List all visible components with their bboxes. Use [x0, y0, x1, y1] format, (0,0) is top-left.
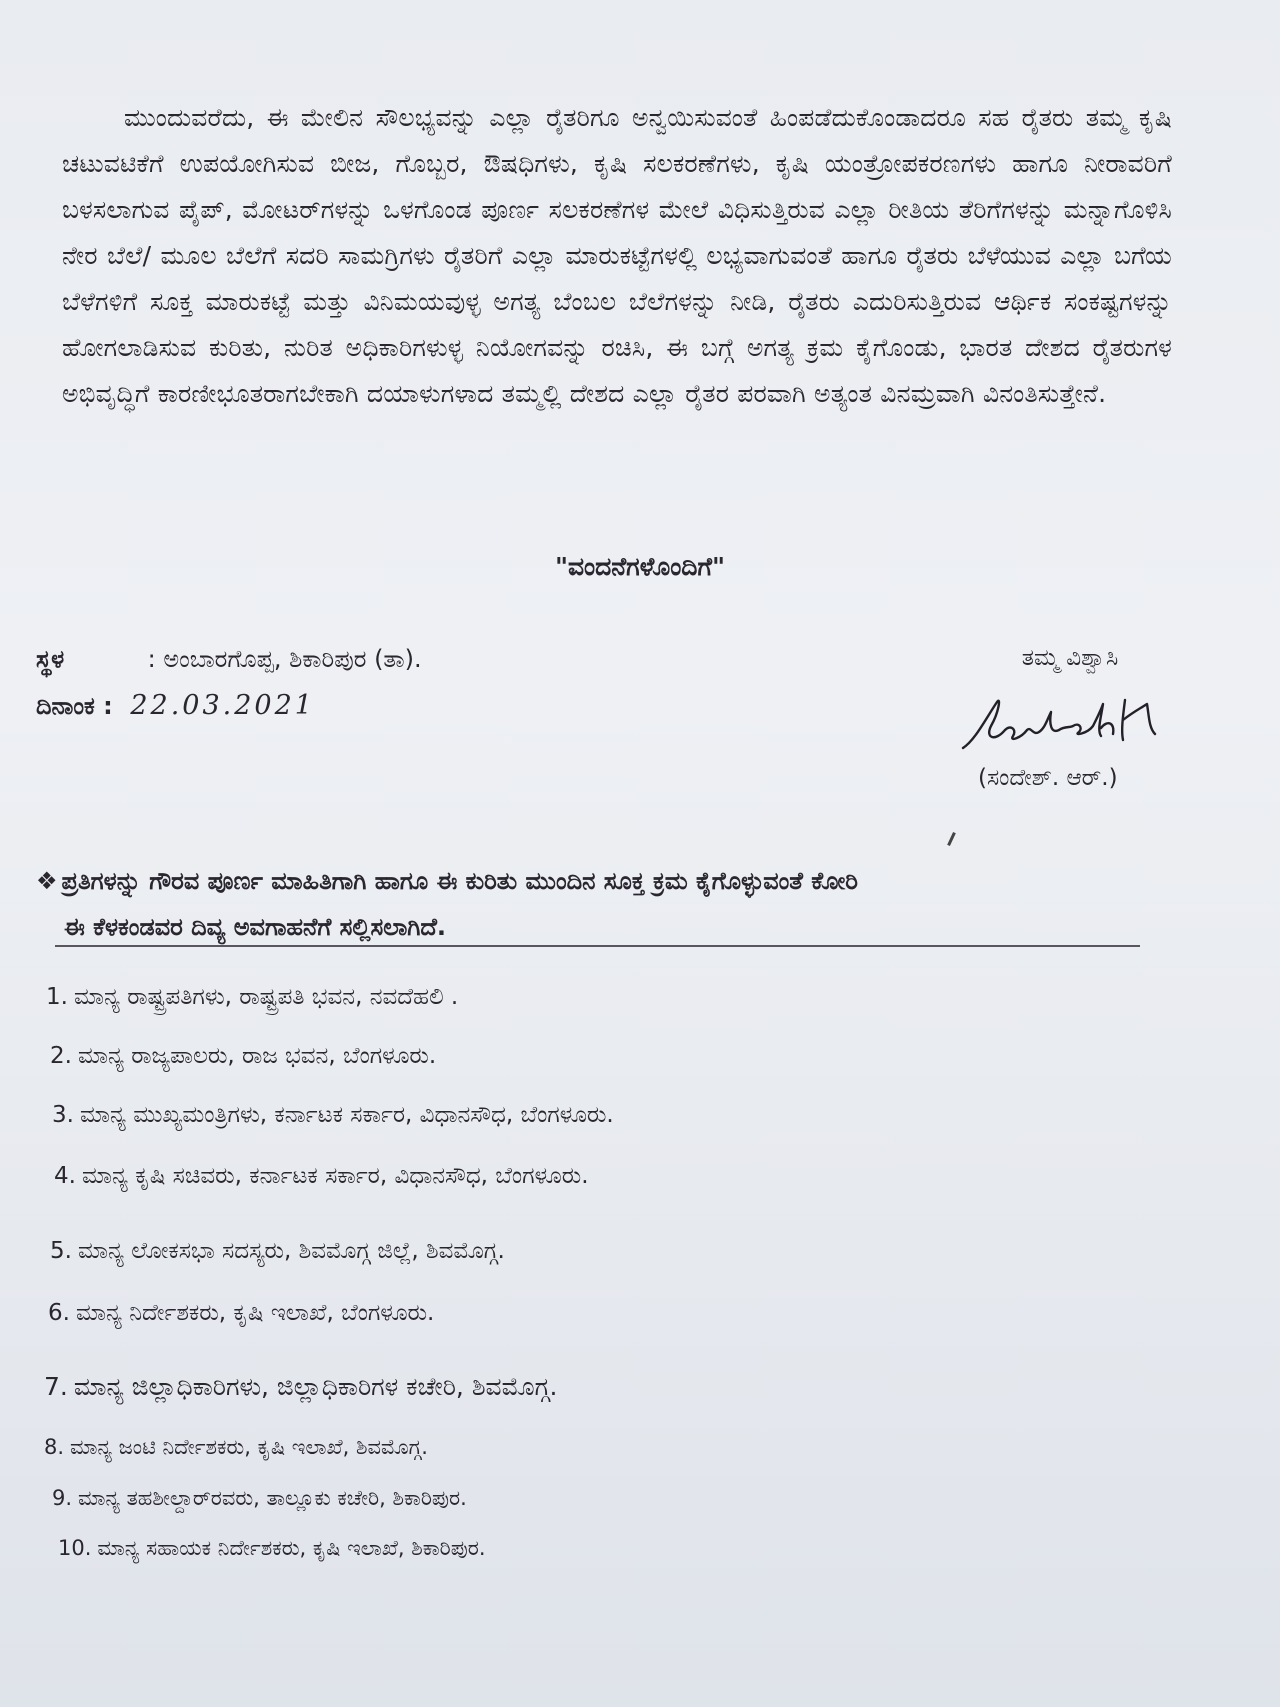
item-number: 2.: [50, 1043, 72, 1069]
item-number: 4.: [54, 1163, 76, 1189]
item-number: 10.: [58, 1536, 92, 1560]
list-item: [54, 1163, 589, 1189]
item-text: ಮಾನ್ಯ ಜಂಟಿ ನಿರ್ದೇಶಕರು, ಕೃಷಿ ಇಲಾಖೆ, ಶಿವಮೊಗ್ಗ.: [70, 1435, 428, 1459]
copies-note-line-2: ಈ ಕೆಳಕಂಡವರ ದಿವ್ಯ ಅವಗಾಹನೆಗೆ ಸಲ್ಲಿಸಲಾಗಿದೆ.: [64, 913, 447, 941]
item-number: 5.: [50, 1238, 72, 1264]
item-number: 9.: [52, 1486, 73, 1510]
bullet-icon: ❖: [36, 867, 58, 895]
list-item: [52, 1486, 467, 1511]
date-row: [36, 690, 315, 721]
item-text: ಮಾನ್ಯ ಮುಖ್ಯಮಂತ್ರಿಗಳು, ಕರ್ನಾಟಕ ಸರ್ಕಾರ, ವಿಧಾನಸೌಧ, ಬೆಂಗಳೂರು.: [79, 1102, 614, 1128]
list-item: [58, 1536, 486, 1561]
divider: [55, 945, 1140, 947]
item-number: 8.: [44, 1435, 65, 1459]
list-item: [46, 984, 458, 1010]
list-item: [50, 1043, 436, 1069]
place-label: ಸ್ಥಳ: [36, 645, 65, 673]
date-label: ದಿನಾಂಕ :: [36, 692, 113, 720]
item-text: ಮಾನ್ಯ ತಹಶೀಲ್ದಾರ್‌ರವರು, ತಾಲ್ಲೂಕು ಕಚೇರಿ, ಶಿಕಾರಿಪುರ.: [78, 1486, 467, 1510]
signer-name: (ಸಂದೇಶ್. ಆರ್.): [978, 765, 1118, 791]
copies-note: [36, 858, 1166, 950]
closing-text: ತಮ್ಮ ವಿಶ್ವಾಸಿ: [1021, 645, 1119, 671]
item-text: ಮಾನ್ಯ ಸಹಾಯಕ ನಿರ್ದೇಶಕರು, ಕೃಷಿ ಇಲಾಖೆ, ಶಿಕಾರಿಪುರ.: [97, 1536, 486, 1560]
item-text: ಮಾನ್ಯ ಜಿಲ್ಲಾಧಿಕಾರಿಗಳು, ಜಿಲ್ಲಾಧಿಕಾರಿಗಳ ಕಚೇರಿ, ಶಿವಮೊಗ್ಗ.: [73, 1372, 558, 1401]
list-item: [44, 1372, 557, 1402]
item-text: ಮಾನ್ಯ ಲೋಕಸಭಾ ಸದಸ್ಯರು, ಶಿವಮೊಗ್ಗ ಜಿಲ್ಲೆ, ಶಿವಮೊಗ್ಗ.: [77, 1238, 505, 1264]
pen-mark: [947, 832, 956, 846]
item-number: 3.: [52, 1102, 74, 1128]
list-item: [44, 1435, 428, 1460]
list-item: [52, 1102, 614, 1128]
list-item: [50, 1238, 505, 1264]
item-text: ಮಾನ್ಯ ಕೃಷಿ ಸಚಿವರು, ಕರ್ನಾಟಕ ಸರ್ಕಾರ, ವಿಧಾನಸೌಧ, ಬೆಂಗಳೂರು.: [81, 1163, 589, 1189]
place-value: : ಅಂಬಾರಗೊಪ್ಪ, ಶಿಕಾರಿಪುರ (ತಾ).: [147, 645, 422, 673]
salutation: "ವಂದನೆಗಳೊಂದಿಗೆ": [554, 552, 726, 581]
handwritten-signature: [955, 690, 1185, 760]
list-item: [48, 1300, 434, 1326]
copies-note-text-1: ಪ್ರತಿಗಳನ್ನು ಗೌರವ ಪೂರ್ಣ ಮಾಹಿತಿಗಾಗಿ ಹಾಗೂ ಈ ಕುರಿತು ಮುಂದಿನ ಸೂಕ್ತ ಕ್ರಮ ಕೈಗೊಳ್ಳುವಂತೆ ಕೋರಿ: [61, 867, 858, 895]
item-text: ಮಾನ್ಯ ರಾಜ್ಯಪಾಲರು, ರಾಜ ಭವನ, ಬೆಂಗಳೂರು.: [77, 1043, 437, 1069]
item-text: ಮಾನ್ಯ ನಿರ್ದೇಶಕರು, ಕೃಷಿ ಇಲಾಖೆ, ಬೆಂಗಳೂರು.: [75, 1300, 435, 1326]
item-number: 6.: [48, 1300, 70, 1326]
item-number: 1.: [46, 984, 68, 1010]
item-number: 7.: [44, 1372, 68, 1401]
letter-paragraph: ಮುಂದುವರೆದು, ಈ ಮೇಲಿನ ಸೌಲಭ್ಯವನ್ನು ಎಲ್ಲಾ ರೈತರಿಗೂ ಅನ್ವಯಿಸುವಂತೆ ಹಿಂಪಡೆದುಕೊಂಡಾದರೂ ಸಹ ರೈತರು ತಮ್ಮ ಕೃಷಿ ಚಟುವಟಿಕೆಗೆ ಉಪಯೋಗಿಸುವ ಬೀಜ, ಗೊಬ್ಬರ, ಔಷಧಿಗಳು, ಕೃಷಿ ಸಲಕರಣೆಗಳು, ಕೃಷಿ ಯಂತ್ರೋಪಕರಣಗಳು ಹಾಗೂ ನೀರಾವರಿಗೆ ಬಳಸಲಾಗುವ ಪೈಪ್, ಮೋಟರ್‌ಗಳನ್ನು ಒಳಗೊಂಡ ಪೂರ್ಣ ಸಲಕರಣೆಗಳ ಮೇಲೆ ವಿಧಿಸುತ್ತಿರುವ ಎಲ್ಲಾ ರೀತಿಯ ತೆರಿಗೆಗಳನ್ನು ಮನ್ನಾಗೊಳಿಸಿ ನೇರ ಬೆಲೆ/ ಮೂಲ ಬೆಲೆಗೆ ಸದರಿ ಸಾಮಗ್ರಿಗಳು ರೈತರಿಗೆ ಎಲ್ಲಾ ಮಾರುಕಟ್ಟೆಗಳಲ್ಲಿ ಲಭ್ಯವಾಗುವಂತೆ ಹಾಗೂ ರೈತರು ಬೆಳೆಯುವ ಎಲ್ಲಾ ಬಗೆಯ ಬೆಳೆಗಳಿಗೆ ಸೂಕ್ತ ಮಾರುಕಟ್ಟೆ ಮತ್ತು ವಿನಿಮಯವುಳ್ಳ ಅಗತ್ಯ ಬೆಂಬಲ ಬೆಲೆಗಳನ್ನು ನೀಡಿ, ರೈತರು ಎದುರಿಸುತ್ತಿರುವ ಆರ್ಥಿಕ ಸಂಕಷ್ಟಗಳನ್ನು ಹೋಗಲಾಡಿಸುವ ಕುರಿತು, ನುರಿತ ಅಧಿಕಾರಿಗಳುಳ್ಳ ನಿಯೋಗವನ್ನು ರಚಿಸಿ, ಈ ಬಗ್ಗೆ ಅಗತ್ಯ ಕ್ರಮ ಕೈಗೊಂಡು, ಭಾರತ ದೇಶದ ರೈತರುಗಳ ಅಭಿವೃದ್ಧಿಗೆ ಕಾರಣೀಭೂತರಾಗಬೇಕಾಗಿ ದಯಾಳುಗಳಾದ ತಮ್ಮಲ್ಲಿ ದೇಶದ ಎಲ್ಲಾ ರೈತರ ಪರವಾಗಿ ಅತ್ಯಂತ ವಿನಮ್ರವಾಗಿ ವಿನಂತಿಸುತ್ತೇನೆ.: [62, 103, 1172, 408]
item-text: ಮಾನ್ಯ ರಾಷ್ಟ್ರಪತಿಗಳು, ರಾಷ್ಟ್ರಪತಿ ಭವನ, ನವದೆಹಲಿ .: [73, 984, 459, 1010]
date-value: 22.03.2021: [130, 690, 315, 721]
place-row: [36, 645, 422, 673]
copies-note-line-1: [36, 858, 1166, 904]
